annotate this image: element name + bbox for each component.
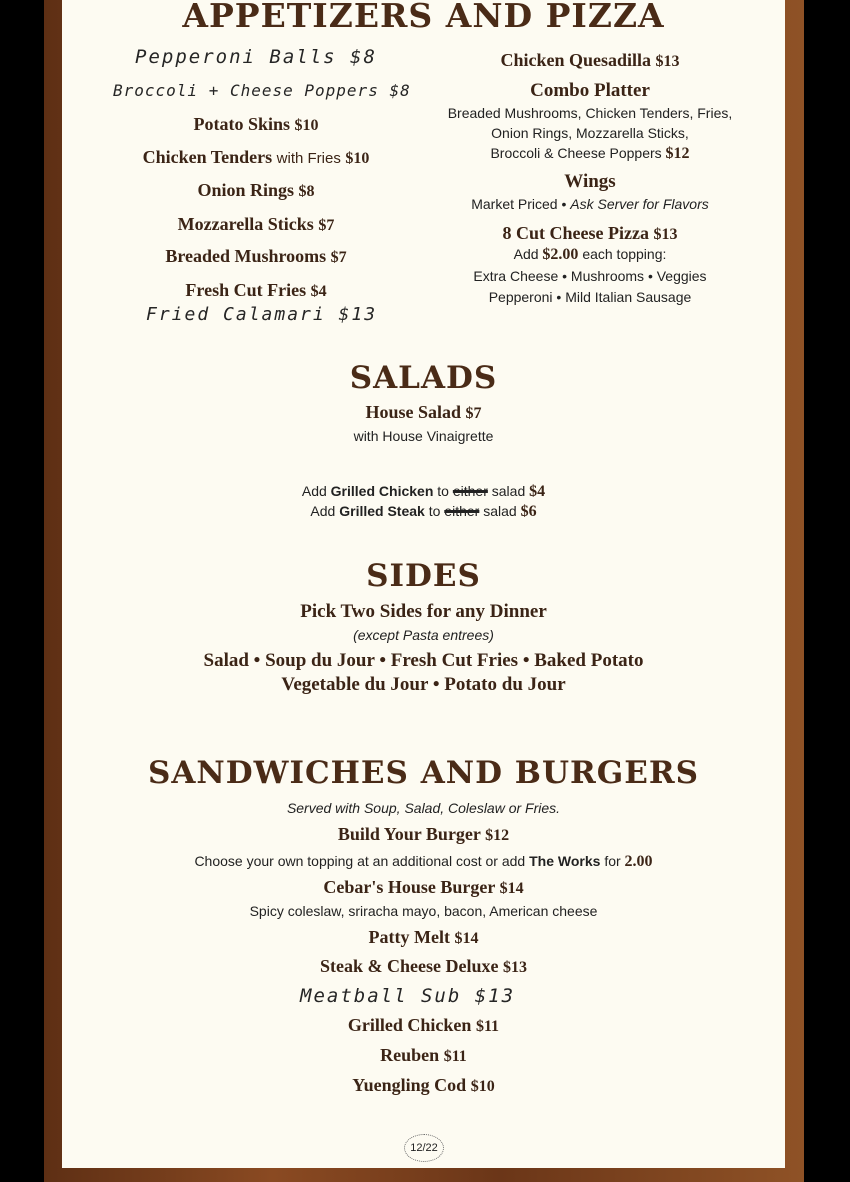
menu-item-cheese-pizza: 8 Cut Cheese Pizza $13 — [502, 223, 678, 243]
combo-detail-line3: Broccoli & Cheese Poppers $12 — [490, 145, 690, 162]
menu-item-grilled-chicken: Grilled Chicken $11 — [347, 1015, 500, 1035]
menu-item-steak-cheese: Steak & Cheese Deluxe $13 — [320, 956, 527, 976]
pizza-topping-price: Add $2.00 each topping: — [513, 246, 667, 263]
page-number: 12/22 — [404, 1134, 444, 1162]
sandwiches-title: SANDWICHES AND BURGERS — [147, 755, 700, 791]
sides-note: (except Pasta entrees) — [353, 627, 494, 643]
sides-list-line1: Salad • Soup du Jour • Fresh Cut Fries • Baked Potato — [203, 650, 644, 671]
menu-item-build-your-burger: Build Your Burger $12 — [337, 824, 510, 844]
salads-title: SALADS — [349, 360, 498, 396]
pizza-toppings-line1: Extra Cheese • Mushrooms • Veggies — [473, 268, 707, 284]
build-burger-detail: Choose your own topping at an additional cost or add The Works for 2.00 — [194, 853, 653, 870]
menu-item-combo-platter: Combo Platter — [530, 80, 650, 101]
sides-heading: Pick Two Sides for any Dinner — [300, 601, 547, 622]
appetizers-title: APPETIZERS AND PIZZA — [182, 0, 665, 35]
handwritten-pepperoni-balls: Pepperoni Balls $8 — [135, 46, 377, 68]
menu-item-patty-melt: Patty Melt $14 — [368, 927, 479, 947]
menu-item-house-salad: House Salad $7 — [365, 402, 482, 422]
sandwiches-note: Served with Soup, Salad, Coleslaw or Fries. — [286, 800, 561, 816]
handwritten-meatball-sub: Meatball Sub $13 — [300, 985, 516, 1007]
sides-list-line2: Vegetable du Jour • Potato du Jour — [281, 674, 566, 695]
pizza-toppings-line2: Pepperoni • Mild Italian Sausage — [488, 289, 692, 305]
salad-addon-chicken: Add Grilled Chicken to either salad $4 — [301, 483, 546, 500]
handwritten-fried-calamari: Fried Calamari $13 — [146, 304, 378, 325]
handwritten-broccoli-poppers: Broccoli + Cheese Poppers $8 — [113, 81, 411, 100]
menu-item-mozzarella-sticks: Mozzarella Sticks $7 — [177, 214, 335, 234]
menu-item-chicken-tenders: Chicken Tenders with Fries $10 — [142, 147, 370, 167]
sides-title: SIDES — [366, 558, 481, 594]
combo-detail-line2: Onion Rings, Mozzarella Sticks, — [491, 125, 689, 141]
menu-item-chicken-quesadilla: Chicken Quesadilla $13 — [500, 50, 680, 70]
menu-item-fresh-cut-fries: Fresh Cut Fries $4 — [185, 280, 327, 300]
menu-item-yuengling-cod: Yuengling Cod $10 — [352, 1075, 495, 1095]
menu-item-onion-rings: Onion Rings $8 — [197, 180, 315, 200]
house-salad-detail: with House Vinaigrette — [353, 428, 494, 444]
house-burger-detail: Spicy coleslaw, sriracha mayo, bacon, American cheese — [249, 903, 598, 919]
menu-item-reuben: Reuben $11 — [380, 1045, 467, 1065]
menu-item-potato-skins: Potato Skins $10 — [193, 114, 319, 134]
combo-detail-line1: Breaded Mushrooms, Chicken Tenders, Fries, — [447, 105, 733, 121]
wings-detail: Market Priced • Ask Server for Flavors — [471, 196, 709, 212]
menu-item-breaded-mushrooms: Breaded Mushrooms $7 — [165, 246, 347, 266]
menu-item-wings: Wings — [564, 171, 616, 192]
salad-addon-steak: Add Grilled Steak to either salad $6 — [310, 503, 537, 520]
menu-item-house-burger: Cebar's House Burger $14 — [323, 877, 524, 897]
